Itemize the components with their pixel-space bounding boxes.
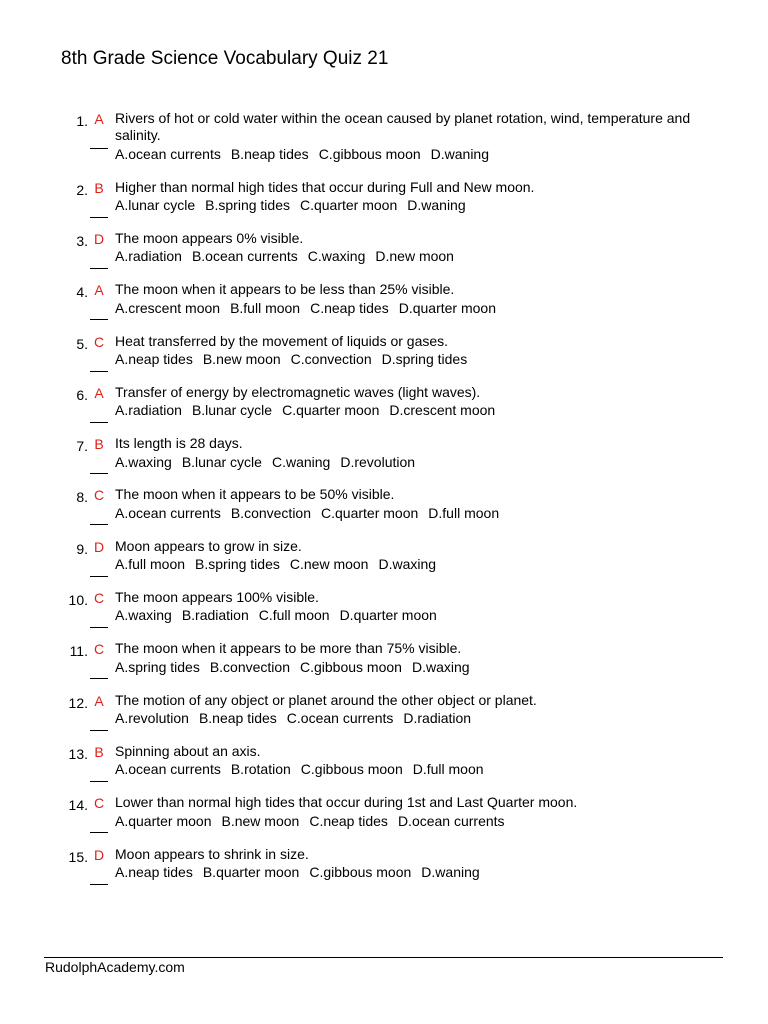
answer-blank-line	[90, 576, 108, 577]
question-text: Lower than normal high tides that occur during 1st and Last Quarter moon.	[115, 794, 578, 811]
question-number: 1.	[76, 113, 88, 129]
answer-blank-line	[90, 473, 108, 474]
answer-choice: C.waxing	[307, 248, 366, 265]
answer-letter: D	[93, 846, 105, 863]
question-item	[56, 384, 716, 435]
answer-choice: A.waxing	[115, 453, 172, 470]
answer-choice: D.quarter moon	[398, 299, 496, 316]
question-item	[56, 640, 716, 691]
answer-choice: B.lunar cycle	[181, 453, 262, 470]
answer-choice: B.neap tides	[198, 710, 277, 727]
answer-blank-line	[90, 371, 108, 372]
answer-choice: A.full moon	[115, 556, 186, 573]
answer-choice: C.convection	[290, 350, 372, 367]
answer-choices	[115, 350, 715, 369]
answer-choice: A.revolution	[115, 710, 189, 727]
question-item	[56, 846, 716, 897]
question-body	[115, 333, 715, 369]
answer-letter: D	[93, 230, 105, 247]
answer-choice: B.convection	[209, 658, 290, 675]
answer-choice: B.new moon	[221, 812, 300, 829]
question-number: 4.	[76, 284, 88, 301]
question-number: 12.	[68, 694, 88, 711]
footer-divider	[44, 957, 723, 958]
answer-choice: C.full moon	[258, 607, 330, 624]
answer-choice: C.new moon	[289, 556, 369, 573]
question-body	[115, 281, 715, 317]
question-item	[56, 110, 716, 179]
answer-blank-line	[90, 268, 108, 269]
question-number: 5.	[76, 335, 88, 352]
question-list	[56, 110, 716, 897]
answer-choice: D.quarter moon	[339, 607, 437, 624]
question-number: 8.	[76, 489, 88, 506]
question-item	[56, 589, 716, 640]
answer-choice: D.full moon	[428, 504, 500, 521]
answer-blank-line	[90, 319, 108, 320]
answer-choices	[115, 606, 715, 625]
question-body	[115, 640, 715, 676]
answer-choice: C.gibbous moon	[300, 658, 402, 675]
answer-choice: A.neap tides	[115, 863, 193, 880]
question-item	[56, 743, 716, 794]
answer-choice: A.radiation	[115, 248, 182, 265]
question-body	[115, 743, 715, 779]
answer-choices	[115, 863, 715, 882]
question-number: 3.	[76, 232, 88, 249]
answer-choices	[115, 504, 715, 523]
answer-letter: A	[94, 692, 104, 709]
answer-choice: A.radiation	[115, 402, 182, 419]
question-item	[56, 692, 716, 743]
footer-site-link[interactable]: RudolphAcademy.com	[45, 959, 185, 975]
question-item	[56, 281, 716, 332]
answer-choice: D.crescent moon	[389, 402, 496, 419]
answer-choice: C.ocean currents	[286, 710, 394, 727]
question-number: 14.	[68, 797, 88, 814]
answer-letter: B	[94, 436, 104, 453]
question-text: Heat transferred by the movement of liquids or gases.	[115, 332, 449, 349]
answer-choices	[115, 299, 715, 318]
question-item	[56, 538, 716, 589]
answer-choice: D.waning	[430, 145, 490, 162]
question-body	[115, 846, 715, 882]
answer-choice: C.neap tides	[309, 812, 388, 829]
answer-choice: D.waxing	[411, 658, 470, 675]
question-text: Its length is 28 days.	[115, 435, 243, 452]
answer-letter: C	[93, 590, 105, 607]
answer-choice: C.gibbous moon	[300, 761, 403, 778]
question-text: Transfer of energy by electromagnetic waves (light waves).	[115, 383, 481, 400]
answer-choice: A.lunar cycle	[115, 197, 196, 214]
question-number: 15.	[68, 848, 88, 865]
question-text: Spinning about an axis.	[115, 742, 261, 759]
question-number: 13.	[68, 745, 88, 762]
answer-letter: C	[93, 795, 105, 812]
answer-choice: A.waxing	[115, 607, 172, 624]
question-number: 9.	[76, 540, 88, 557]
answer-choice: B.ocean currents	[191, 248, 298, 265]
question-body	[115, 538, 715, 574]
answer-letter: C	[93, 641, 105, 658]
question-number: 11.	[69, 643, 88, 660]
question-body	[115, 486, 715, 522]
answer-choice: C.waning	[271, 453, 331, 470]
question-text: The moon appears 100% visible.	[115, 589, 319, 606]
question-text: The motion of any object or planet around the other object or planet.	[115, 691, 537, 708]
answer-letter: A	[94, 282, 104, 299]
answer-letter: C	[93, 333, 105, 350]
answer-choice: B.quarter moon	[202, 863, 300, 880]
answer-blank-line	[90, 884, 108, 885]
question-text: Moon appears to shrink in size.	[115, 845, 309, 862]
answer-blank-line	[90, 524, 108, 525]
answer-choice: D.waxing	[378, 556, 437, 573]
answer-choice: D.waning	[421, 863, 480, 880]
question-body	[115, 794, 715, 830]
answer-choice: A.ocean currents	[115, 761, 221, 778]
question-text: The moon when it appears to be 50% visible.	[115, 486, 395, 503]
answer-choice: C.gibbous moon	[309, 863, 412, 880]
answer-choice: A.crescent moon	[115, 299, 221, 316]
answer-choices	[115, 555, 715, 574]
answer-choices	[115, 145, 715, 164]
answer-choice: C.gibbous moon	[318, 145, 421, 162]
answer-choices	[115, 812, 715, 831]
answer-letter: B	[94, 743, 104, 760]
answer-choice: D.ocean currents	[397, 812, 505, 829]
answer-choice: B.full moon	[230, 299, 301, 316]
answer-letter: D	[93, 538, 105, 555]
question-body	[115, 692, 715, 728]
answer-choice: B.lunar cycle	[191, 402, 273, 419]
answer-choices	[115, 709, 715, 728]
question-text: Higher than normal high tides that occur during Full and New moon.	[115, 178, 535, 195]
answer-choice: A.neap tides	[115, 350, 193, 367]
answer-choices	[115, 401, 715, 420]
question-item	[56, 435, 716, 486]
answer-blank-line	[90, 832, 108, 833]
answer-choice: C.quarter moon	[321, 504, 419, 521]
answer-choice: C.quarter moon	[282, 402, 380, 419]
question-number: 7.	[76, 438, 88, 455]
answer-choices	[115, 247, 715, 266]
answer-choice: B.spring tides	[205, 197, 290, 214]
question-text: Moon appears to grow in size.	[115, 537, 302, 554]
question-text: Rivers of hot or cold water within the ocean caused by planet rotation, wind, temperature and salinity.	[115, 110, 691, 144]
answer-choices	[115, 196, 715, 215]
question-text: The moon appears 0% visible.	[115, 229, 304, 246]
answer-blank-line	[90, 730, 108, 731]
answer-choices	[115, 760, 715, 779]
question-text: The moon when it appears to be more than 75% visible.	[115, 640, 462, 657]
question-body	[115, 230, 715, 266]
answer-blank-line	[90, 148, 108, 149]
answer-choice: B.radiation	[181, 607, 249, 624]
answer-letter: A	[94, 111, 104, 127]
question-item	[56, 794, 716, 845]
answer-blank-line	[90, 678, 108, 679]
answer-choices	[115, 658, 715, 677]
question-body	[115, 110, 715, 164]
question-body	[115, 384, 715, 420]
answer-blank-line	[90, 422, 108, 423]
answer-choice: A.spring tides	[115, 658, 200, 675]
answer-blank-line	[90, 781, 108, 782]
question-number: 10.	[68, 592, 88, 609]
answer-choice: A.ocean currents	[115, 145, 221, 162]
answer-choice: B.new moon	[202, 350, 281, 367]
answer-choice: D.revolution	[340, 453, 416, 470]
answer-choice: A.quarter moon	[115, 812, 212, 829]
answer-choice: D.spring tides	[381, 350, 468, 367]
question-item	[56, 179, 716, 230]
question-body	[115, 179, 715, 215]
answer-choice: A.ocean currents	[115, 504, 221, 521]
question-body	[115, 589, 715, 625]
answer-choice: D.waning	[407, 197, 466, 214]
answer-choice: B.convection	[230, 504, 312, 521]
answer-choice: D.full moon	[412, 761, 484, 778]
answer-choice: C.quarter moon	[299, 197, 398, 214]
answer-letter: B	[94, 179, 104, 196]
question-text: The moon when it appears to be less than 25% visible.	[115, 281, 455, 298]
question-number: 6.	[76, 386, 88, 403]
answer-choices	[115, 453, 715, 472]
answer-choice: D.radiation	[403, 710, 472, 727]
answer-letter: A	[94, 384, 104, 401]
question-number: 2.	[76, 181, 88, 198]
answer-choice: B.spring tides	[195, 556, 280, 573]
page-title: 8th Grade Science Vocabulary Quiz 21	[61, 48, 389, 69]
question-item	[56, 333, 716, 384]
question-item	[56, 230, 716, 281]
answer-letter: C	[93, 487, 105, 504]
question-body	[115, 435, 715, 471]
answer-choice: D.new moon	[375, 248, 454, 265]
answer-choice: B.neap tides	[230, 145, 309, 162]
question-item	[56, 486, 716, 537]
answer-choice: C.neap tides	[310, 299, 389, 316]
answer-choice: B.rotation	[230, 761, 291, 778]
answer-blank-line	[90, 627, 108, 628]
answer-blank-line	[90, 217, 108, 218]
